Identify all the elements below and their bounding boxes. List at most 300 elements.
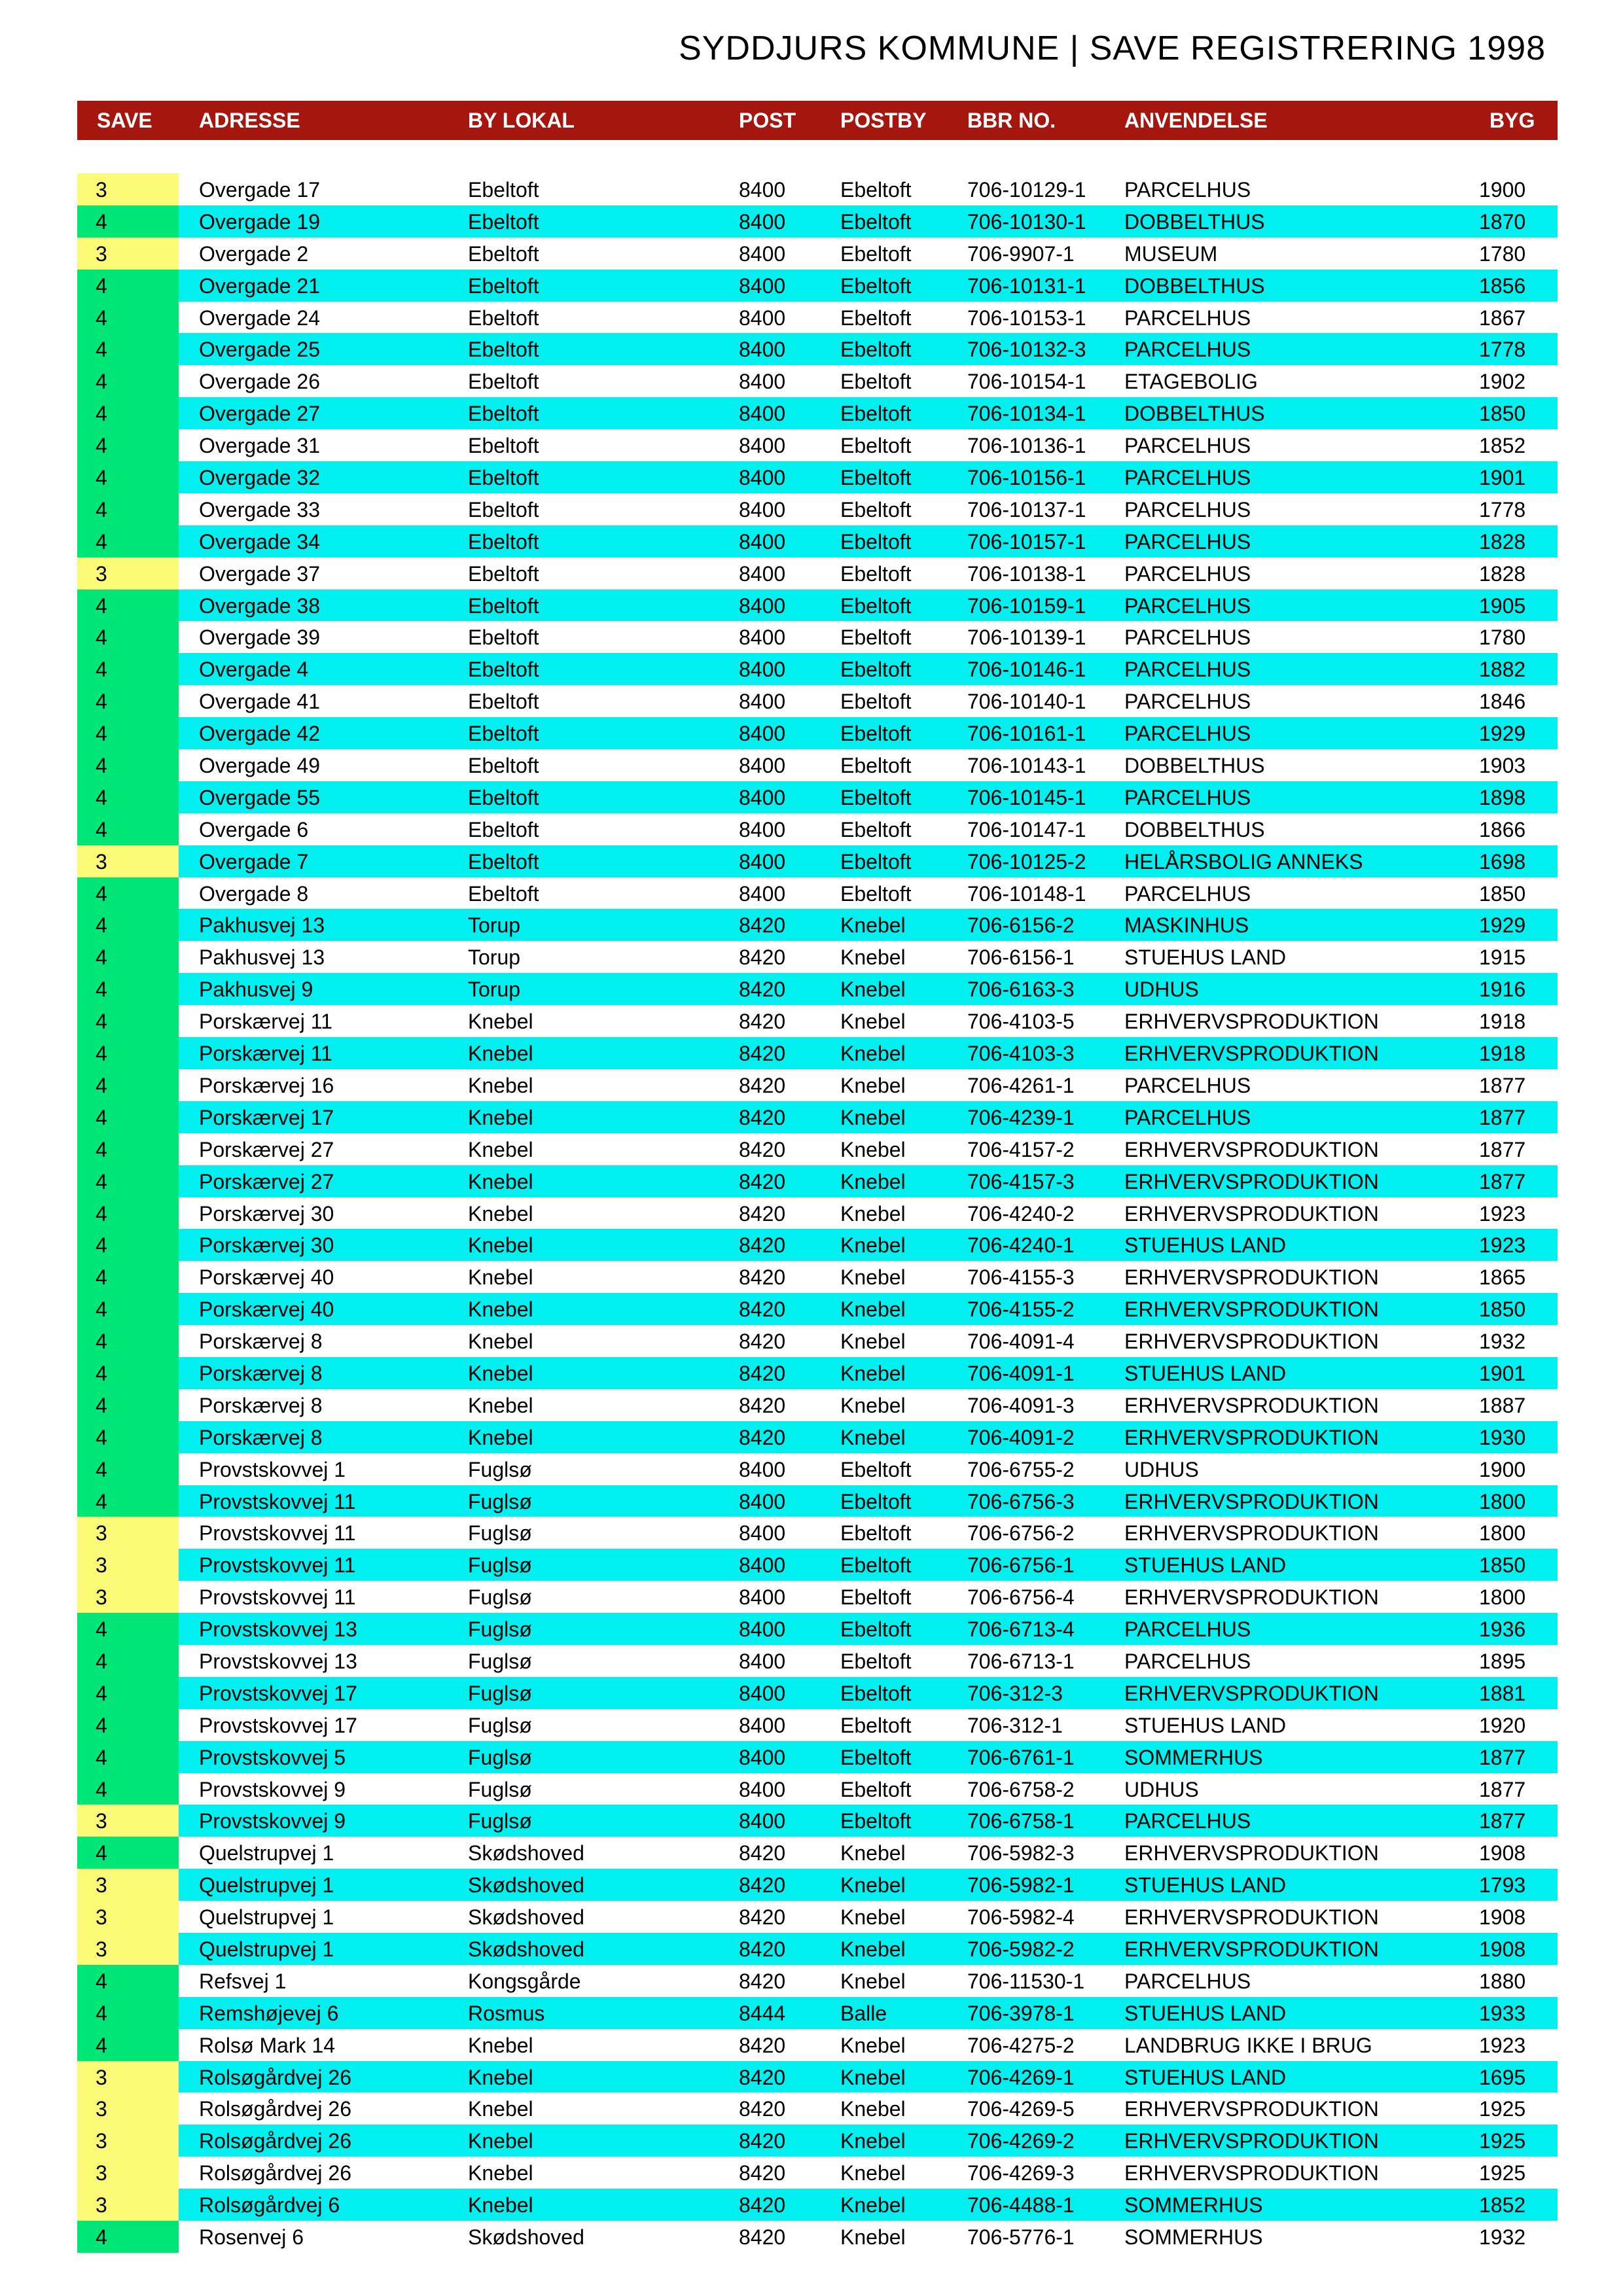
post-cell: 8420 <box>739 2161 786 2185</box>
post-cell: 8400 <box>739 817 786 841</box>
save-level-fill <box>77 1293 179 1325</box>
byg-cell: 1852 <box>1479 2193 1526 2217</box>
byg-cell: 1908 <box>1479 1841 1526 1865</box>
post-cell: 8400 <box>739 1585 786 1610</box>
bbr-no-cell: 706-10147-1 <box>967 817 1086 841</box>
postby-cell: Knebel <box>840 2161 906 2185</box>
byg-cell: 1929 <box>1479 722 1526 746</box>
adresse-cell: Overgade 41 <box>199 690 321 714</box>
post-cell: 8400 <box>739 1489 786 1513</box>
bbr-no-cell: 706-10157-1 <box>967 529 1086 554</box>
save-cell: 3 <box>96 2129 107 2153</box>
bbr-no-cell: 706-5982-4 <box>967 1905 1075 1930</box>
byg-cell: 1870 <box>1479 209 1526 234</box>
adresse-cell: Quelstrupvej 1 <box>199 1937 334 1961</box>
column-header-bbr-no: BBR NO. <box>967 109 1056 132</box>
by-lokal-cell: Knebel <box>468 1042 533 1066</box>
adresse-cell: Porskærvej 11 <box>199 1010 332 1034</box>
table-row <box>77 590 1558 622</box>
by-lokal-cell: Fuglsø <box>468 1585 532 1610</box>
post-cell: 8400 <box>739 466 786 490</box>
anvendelse-cell: ERHVERVSPRODUKTION <box>1124 2161 1379 2185</box>
save-level-fill <box>77 205 179 238</box>
adresse-cell: Porskærvej 40 <box>199 1298 334 1322</box>
save-level-fill <box>77 2061 179 2093</box>
save-level-fill <box>77 365 179 397</box>
byg-cell: 1866 <box>1479 817 1526 841</box>
save-level-fill <box>77 1229 179 1261</box>
by-lokal-cell: Knebel <box>468 1393 533 1417</box>
postby-cell: Ebeltoft <box>840 1745 912 1769</box>
bbr-no-cell: 706-4155-3 <box>967 1265 1075 1290</box>
table-row <box>77 653 1558 685</box>
by-lokal-cell: Knebel <box>468 1201 533 1226</box>
by-lokal-cell: Ebeltoft <box>468 849 539 874</box>
anvendelse-cell: PARCELHUS <box>1124 497 1251 521</box>
post-cell: 8400 <box>739 561 786 586</box>
save-level-fill <box>77 1581 179 1613</box>
bbr-no-cell: 706-4488-1 <box>967 2193 1075 2217</box>
adresse-cell: Rolsøgårdvej 6 <box>199 2193 340 2217</box>
table-row <box>77 1741 1558 1773</box>
table-row <box>77 1101 1558 1133</box>
anvendelse-cell: PARCELHUS <box>1124 593 1251 618</box>
anvendelse-cell: PARCELHUS <box>1124 338 1251 362</box>
postby-cell: Ebeltoft <box>840 1777 912 1801</box>
table-body <box>77 173 1558 2253</box>
bbr-no-cell: 706-6713-1 <box>967 1649 1075 1673</box>
save-cell: 4 <box>96 1010 107 1034</box>
table-row <box>77 173 1558 205</box>
bbr-no-cell: 706-4261-1 <box>967 1073 1075 1097</box>
post-cell: 8400 <box>739 434 786 458</box>
adresse-cell: Overgade 42 <box>199 722 321 746</box>
table-row <box>77 1261 1558 1293</box>
adresse-cell: Provstskovvej 11 <box>199 1585 356 1610</box>
anvendelse-cell: PARCELHUS <box>1124 658 1251 682</box>
save-cell: 3 <box>96 1809 107 1833</box>
table-row <box>77 1293 1558 1325</box>
anvendelse-cell: SOMMERHUS <box>1124 2225 1263 2249</box>
post-cell: 8400 <box>739 658 786 682</box>
save-cell: 4 <box>96 1265 107 1290</box>
table-row <box>77 1037 1558 1069</box>
bbr-no-cell: 706-6758-1 <box>967 1809 1075 1833</box>
save-cell: 4 <box>96 466 107 490</box>
adresse-cell: Provstskovvej 11 <box>199 1521 356 1545</box>
anvendelse-cell: PARCELHUS <box>1124 722 1251 746</box>
post-cell: 8400 <box>739 209 786 234</box>
save-cell: 4 <box>96 913 107 938</box>
bbr-no-cell: 706-11530-1 <box>967 1969 1085 1993</box>
adresse-cell: Porskærvej 8 <box>199 1393 323 1417</box>
adresse-cell: Porskærvej 27 <box>199 1137 334 1161</box>
table-row <box>77 1069 1558 1101</box>
save-cell: 4 <box>96 1393 107 1417</box>
postby-cell: Knebel <box>840 1969 906 1993</box>
column-header-post: POST <box>739 109 796 132</box>
anvendelse-cell: ERHVERVSPRODUKTION <box>1124 1201 1379 1226</box>
byg-cell: 1780 <box>1479 241 1526 266</box>
postby-cell: Ebeltoft <box>840 658 912 682</box>
adresse-cell: Overgade 32 <box>199 466 321 490</box>
save-level-fill <box>77 1005 179 1037</box>
post-cell: 8420 <box>739 1233 786 1258</box>
adresse-cell: Quelstrupvej 1 <box>199 1873 334 1898</box>
byg-cell: 1929 <box>1479 913 1526 938</box>
save-level-fill <box>77 621 179 653</box>
save-cell: 3 <box>96 1553 107 1578</box>
save-level-fill <box>77 685 179 717</box>
by-lokal-cell: Skødshoved <box>468 1873 584 1898</box>
postby-cell: Ebeltoft <box>840 178 912 202</box>
anvendelse-cell: SOMMERHUS <box>1124 1745 1263 1769</box>
byg-cell: 1877 <box>1479 1809 1526 1833</box>
save-level-fill <box>77 1741 179 1773</box>
table-header <box>77 101 1558 140</box>
anvendelse-cell: ERHVERVSPRODUKTION <box>1124 2097 1379 2121</box>
save-cell: 4 <box>96 402 107 426</box>
save-level-fill <box>77 397 179 429</box>
table-row <box>77 2093 1558 2125</box>
post-cell: 8400 <box>739 1553 786 1578</box>
adresse-cell: Porskærvej 8 <box>199 1425 323 1449</box>
save-cell: 4 <box>96 370 107 394</box>
byg-cell: 1915 <box>1479 945 1526 970</box>
adresse-cell: Porskærvej 30 <box>199 1233 334 1258</box>
save-level-fill <box>77 717 179 749</box>
save-level-fill <box>77 2157 179 2189</box>
by-lokal-cell: Knebel <box>468 1105 533 1129</box>
bbr-no-cell: 706-10145-1 <box>967 785 1086 809</box>
post-cell: 8420 <box>739 2193 786 2217</box>
table-row <box>77 1773 1558 1805</box>
bbr-no-cell: 706-5982-3 <box>967 1841 1075 1865</box>
postby-cell: Ebeltoft <box>840 434 912 458</box>
save-cell: 4 <box>96 529 107 554</box>
postby-cell: Ebeltoft <box>840 817 912 841</box>
table-row <box>77 1005 1558 1037</box>
byg-cell: 1865 <box>1479 1265 1526 1290</box>
bbr-no-cell: 706-4269-1 <box>967 2065 1075 2089</box>
byg-cell: 1923 <box>1479 1201 1526 1226</box>
save-cell: 4 <box>96 1201 107 1226</box>
anvendelse-cell: ERHVERVSPRODUKTION <box>1124 1010 1379 1034</box>
save-cell: 4 <box>96 1617 107 1642</box>
save-level-fill <box>77 2029 179 2061</box>
save-cell: 4 <box>96 626 107 650</box>
byg-cell: 1908 <box>1479 1905 1526 1930</box>
save-level-fill <box>77 557 179 590</box>
save-level-fill <box>77 302 179 334</box>
save-level-fill <box>77 1357 179 1389</box>
postby-cell: Knebel <box>840 1841 906 1865</box>
save-level-fill <box>77 1613 179 1645</box>
save-level-fill <box>77 1645 179 1677</box>
adresse-cell: Overgade 6 <box>199 817 309 841</box>
save-level-fill <box>77 2093 179 2125</box>
byg-cell: 1887 <box>1479 1393 1526 1417</box>
save-level-fill <box>77 1165 179 1197</box>
save-cell: 4 <box>96 1073 107 1097</box>
anvendelse-cell: DOBBELTHUS <box>1124 209 1265 234</box>
by-lokal-cell: Ebeltoft <box>468 497 539 521</box>
post-cell: 8400 <box>739 1617 786 1642</box>
postby-cell: Knebel <box>840 1042 906 1066</box>
anvendelse-cell: STUEHUS LAND <box>1124 1361 1287 1385</box>
anvendelse-cell: ERHVERVSPRODUKTION <box>1124 1137 1379 1161</box>
post-cell: 8400 <box>739 1777 786 1801</box>
post-cell: 8400 <box>739 849 786 874</box>
bbr-no-cell: 706-10146-1 <box>967 658 1086 682</box>
byg-cell: 1877 <box>1479 1105 1526 1129</box>
save-cell: 3 <box>96 1585 107 1610</box>
byg-cell: 1778 <box>1479 338 1526 362</box>
post-cell: 8420 <box>739 1937 786 1961</box>
save-cell: 4 <box>96 722 107 746</box>
postby-cell: Knebel <box>840 978 906 1002</box>
bbr-no-cell: 706-4269-2 <box>967 2129 1075 2153</box>
byg-cell: 1900 <box>1479 1457 1526 1481</box>
adresse-cell: Overgade 37 <box>199 561 321 586</box>
adresse-cell: Rolsøgårdvej 26 <box>199 2129 351 2153</box>
by-lokal-cell: Fuglsø <box>468 1649 532 1673</box>
save-level-fill <box>77 1389 179 1421</box>
bbr-no-cell: 706-4157-3 <box>967 1169 1075 1193</box>
table-row <box>77 1997 1558 2029</box>
save-level-fill <box>77 845 179 877</box>
adresse-cell: Porskærvej 16 <box>199 1073 334 1097</box>
bbr-no-cell: 706-10131-1 <box>967 274 1086 298</box>
save-cell: 4 <box>96 1841 107 1865</box>
by-lokal-cell: Ebeltoft <box>468 817 539 841</box>
bbr-no-cell: 706-10137-1 <box>967 497 1086 521</box>
by-lokal-cell: Ebeltoft <box>468 561 539 586</box>
anvendelse-cell: ERHVERVSPRODUKTION <box>1124 1681 1379 1705</box>
save-level-fill <box>77 1869 179 1901</box>
bbr-no-cell: 706-5982-1 <box>967 1873 1075 1898</box>
table-row <box>77 2029 1558 2061</box>
save-cell: 4 <box>96 1649 107 1673</box>
postby-cell: Knebel <box>840 1361 906 1385</box>
adresse-cell: Porskærvej 8 <box>199 1361 323 1385</box>
bbr-no-cell: 706-4239-1 <box>967 1105 1075 1129</box>
adresse-cell: Pakhusvej 13 <box>199 945 325 970</box>
save-cell: 4 <box>96 1042 107 1066</box>
save-level-fill <box>77 173 179 205</box>
table-row <box>77 2061 1558 2093</box>
anvendelse-cell: ERHVERVSPRODUKTION <box>1124 1298 1379 1322</box>
byg-cell: 1923 <box>1479 1233 1526 1258</box>
post-cell: 8420 <box>739 2097 786 2121</box>
by-lokal-cell: Knebel <box>468 1010 533 1034</box>
save-level-fill <box>77 1453 179 1485</box>
save-level-fill <box>77 1517 179 1549</box>
save-level-fill <box>77 2221 179 2253</box>
byg-cell: 1800 <box>1479 1521 1526 1545</box>
by-lokal-cell: Kongsgårde <box>468 1969 581 1993</box>
save-level-fill <box>77 493 179 525</box>
table-row <box>77 1485 1558 1517</box>
byg-cell: 1800 <box>1479 1585 1526 1610</box>
anvendelse-cell: DOBBELTHUS <box>1124 274 1265 298</box>
postby-cell: Knebel <box>840 2225 906 2249</box>
byg-cell: 1877 <box>1479 1169 1526 1193</box>
by-lokal-cell: Ebeltoft <box>468 434 539 458</box>
anvendelse-cell: PARCELHUS <box>1124 178 1251 202</box>
bbr-no-cell: 706-6163-3 <box>967 978 1075 1002</box>
byg-cell: 1882 <box>1479 658 1526 682</box>
post-cell: 8420 <box>739 1873 786 1898</box>
table-row <box>77 1165 1558 1197</box>
adresse-cell: Provstskovvej 9 <box>199 1777 346 1801</box>
adresse-cell: Provstskovvej 1 <box>199 1457 346 1481</box>
post-cell: 8420 <box>739 1905 786 1930</box>
adresse-cell: Porskærvej 27 <box>199 1169 334 1193</box>
save-cell: 4 <box>96 338 107 362</box>
adresse-cell: Rolsøgårdvej 26 <box>199 2065 351 2089</box>
post-cell: 8400 <box>739 306 786 330</box>
adresse-cell: Quelstrupvej 1 <box>199 1841 334 1865</box>
save-cell: 4 <box>96 306 107 330</box>
save-cell: 4 <box>96 945 107 970</box>
postby-cell: Ebeltoft <box>840 497 912 521</box>
table-row <box>77 1357 1558 1389</box>
save-level-fill <box>77 1709 179 1741</box>
table-row <box>77 2157 1558 2189</box>
table-row <box>77 877 1558 910</box>
adresse-cell: Provstskovvej 11 <box>199 1489 356 1513</box>
anvendelse-cell: PARCELHUS <box>1124 1809 1251 1833</box>
bbr-no-cell: 706-10134-1 <box>967 402 1086 426</box>
bbr-no-cell: 706-6756-4 <box>967 1585 1075 1610</box>
byg-cell: 1880 <box>1479 1969 1526 1993</box>
adresse-cell: Porskærvej 11 <box>199 1042 332 1066</box>
postby-cell: Knebel <box>840 1873 906 1898</box>
anvendelse-cell: PARCELHUS <box>1124 466 1251 490</box>
anvendelse-cell: PARCELHUS <box>1124 1617 1251 1642</box>
postby-cell: Knebel <box>840 1201 906 1226</box>
bbr-no-cell: 706-6756-2 <box>967 1521 1075 1545</box>
table-row <box>77 429 1558 461</box>
by-lokal-cell: Knebel <box>468 1361 533 1385</box>
byg-cell: 1852 <box>1479 434 1526 458</box>
byg-cell: 1698 <box>1479 849 1526 874</box>
by-lokal-cell: Ebeltoft <box>468 626 539 650</box>
by-lokal-cell: Fuglsø <box>468 1521 532 1545</box>
column-header-postby: POSTBY <box>840 109 927 132</box>
byg-cell: 1895 <box>1479 1649 1526 1673</box>
save-level-fill <box>77 1069 179 1101</box>
postby-cell: Knebel <box>840 1905 906 1930</box>
table-row <box>77 749 1558 781</box>
anvendelse-cell: MASKINHUS <box>1124 913 1249 938</box>
anvendelse-cell: UDHUS <box>1124 1777 1199 1801</box>
save-cell: 4 <box>96 497 107 521</box>
save-cell: 4 <box>96 978 107 1002</box>
byg-cell: 1881 <box>1479 1681 1526 1705</box>
table-row <box>77 557 1558 590</box>
save-cell: 4 <box>96 1169 107 1193</box>
save-cell: 3 <box>96 2097 107 2121</box>
anvendelse-cell: PARCELHUS <box>1124 434 1251 458</box>
save-cell: 3 <box>96 2065 107 2089</box>
postby-cell: Knebel <box>840 945 906 970</box>
table-row <box>77 845 1558 877</box>
adresse-cell: Overgade 21 <box>199 274 321 298</box>
postby-cell: Knebel <box>840 1137 906 1161</box>
postby-cell: Ebeltoft <box>840 690 912 714</box>
save-cell: 3 <box>96 1873 107 1898</box>
post-cell: 8400 <box>739 338 786 362</box>
by-lokal-cell: Ebeltoft <box>468 178 539 202</box>
table-row <box>77 365 1558 397</box>
by-lokal-cell: Fuglsø <box>468 1777 532 1801</box>
byg-cell: 1856 <box>1479 274 1526 298</box>
by-lokal-cell: Knebel <box>468 2161 533 2185</box>
by-lokal-cell: Knebel <box>468 2097 533 2121</box>
anvendelse-cell: LANDBRUG IKKE I BRUG <box>1124 2033 1372 2057</box>
page-title: SYDDJURS KOMMUNE | SAVE REGISTRERING 1998 <box>679 29 1546 67</box>
anvendelse-cell: DOBBELTHUS <box>1124 817 1265 841</box>
byg-cell: 1916 <box>1479 978 1526 1002</box>
byg-cell: 1902 <box>1479 370 1526 394</box>
save-cell: 4 <box>96 434 107 458</box>
post-cell: 8420 <box>739 1010 786 1034</box>
bbr-no-cell: 706-10140-1 <box>967 690 1086 714</box>
table-row <box>77 1389 1558 1421</box>
post-cell: 8420 <box>739 1105 786 1129</box>
postby-cell: Knebel <box>840 1298 906 1322</box>
byg-cell: 1828 <box>1479 561 1526 586</box>
post-cell: 8420 <box>739 978 786 1002</box>
postby-cell: Ebeltoft <box>840 274 912 298</box>
table-row <box>77 1229 1558 1261</box>
byg-cell: 1925 <box>1479 2097 1526 2121</box>
by-lokal-cell: Knebel <box>468 1425 533 1449</box>
anvendelse-cell: DOBBELTHUS <box>1124 754 1265 778</box>
adresse-cell: Provstskovvej 17 <box>199 1681 357 1705</box>
table-row <box>77 1709 1558 1741</box>
bbr-no-cell: 706-6156-1 <box>967 945 1075 970</box>
bbr-no-cell: 706-10148-1 <box>967 881 1086 906</box>
bbr-no-cell: 706-4275-2 <box>967 2033 1075 2057</box>
save-level-fill <box>77 1677 179 1709</box>
by-lokal-cell: Ebeltoft <box>468 593 539 618</box>
anvendelse-cell: PARCELHUS <box>1124 785 1251 809</box>
adresse-cell: Provstskovvej 17 <box>199 1713 357 1737</box>
save-cell: 3 <box>96 241 107 266</box>
byg-cell: 1908 <box>1479 1937 1526 1961</box>
postby-cell: Ebeltoft <box>840 1681 912 1705</box>
anvendelse-cell: ERHVERVSPRODUKTION <box>1124 1265 1379 1290</box>
bbr-no-cell: 706-10139-1 <box>967 626 1086 650</box>
anvendelse-cell: ETAGEBOLIG <box>1124 370 1258 394</box>
postby-cell: Knebel <box>840 1010 906 1034</box>
adresse-cell: Overgade 19 <box>199 209 321 234</box>
save-cell: 4 <box>96 1681 107 1705</box>
anvendelse-cell: STUEHUS LAND <box>1124 2065 1287 2089</box>
adresse-cell: Overgade 17 <box>199 178 321 202</box>
byg-cell: 1850 <box>1479 1553 1526 1578</box>
adresse-cell: Overgade 38 <box>199 593 321 618</box>
save-cell: 4 <box>96 817 107 841</box>
table-row <box>77 1581 1558 1613</box>
bbr-no-cell: 706-10132-3 <box>967 338 1086 362</box>
by-lokal-cell: Ebeltoft <box>468 722 539 746</box>
save-level-fill <box>77 2125 179 2157</box>
table-row <box>77 2189 1558 2221</box>
